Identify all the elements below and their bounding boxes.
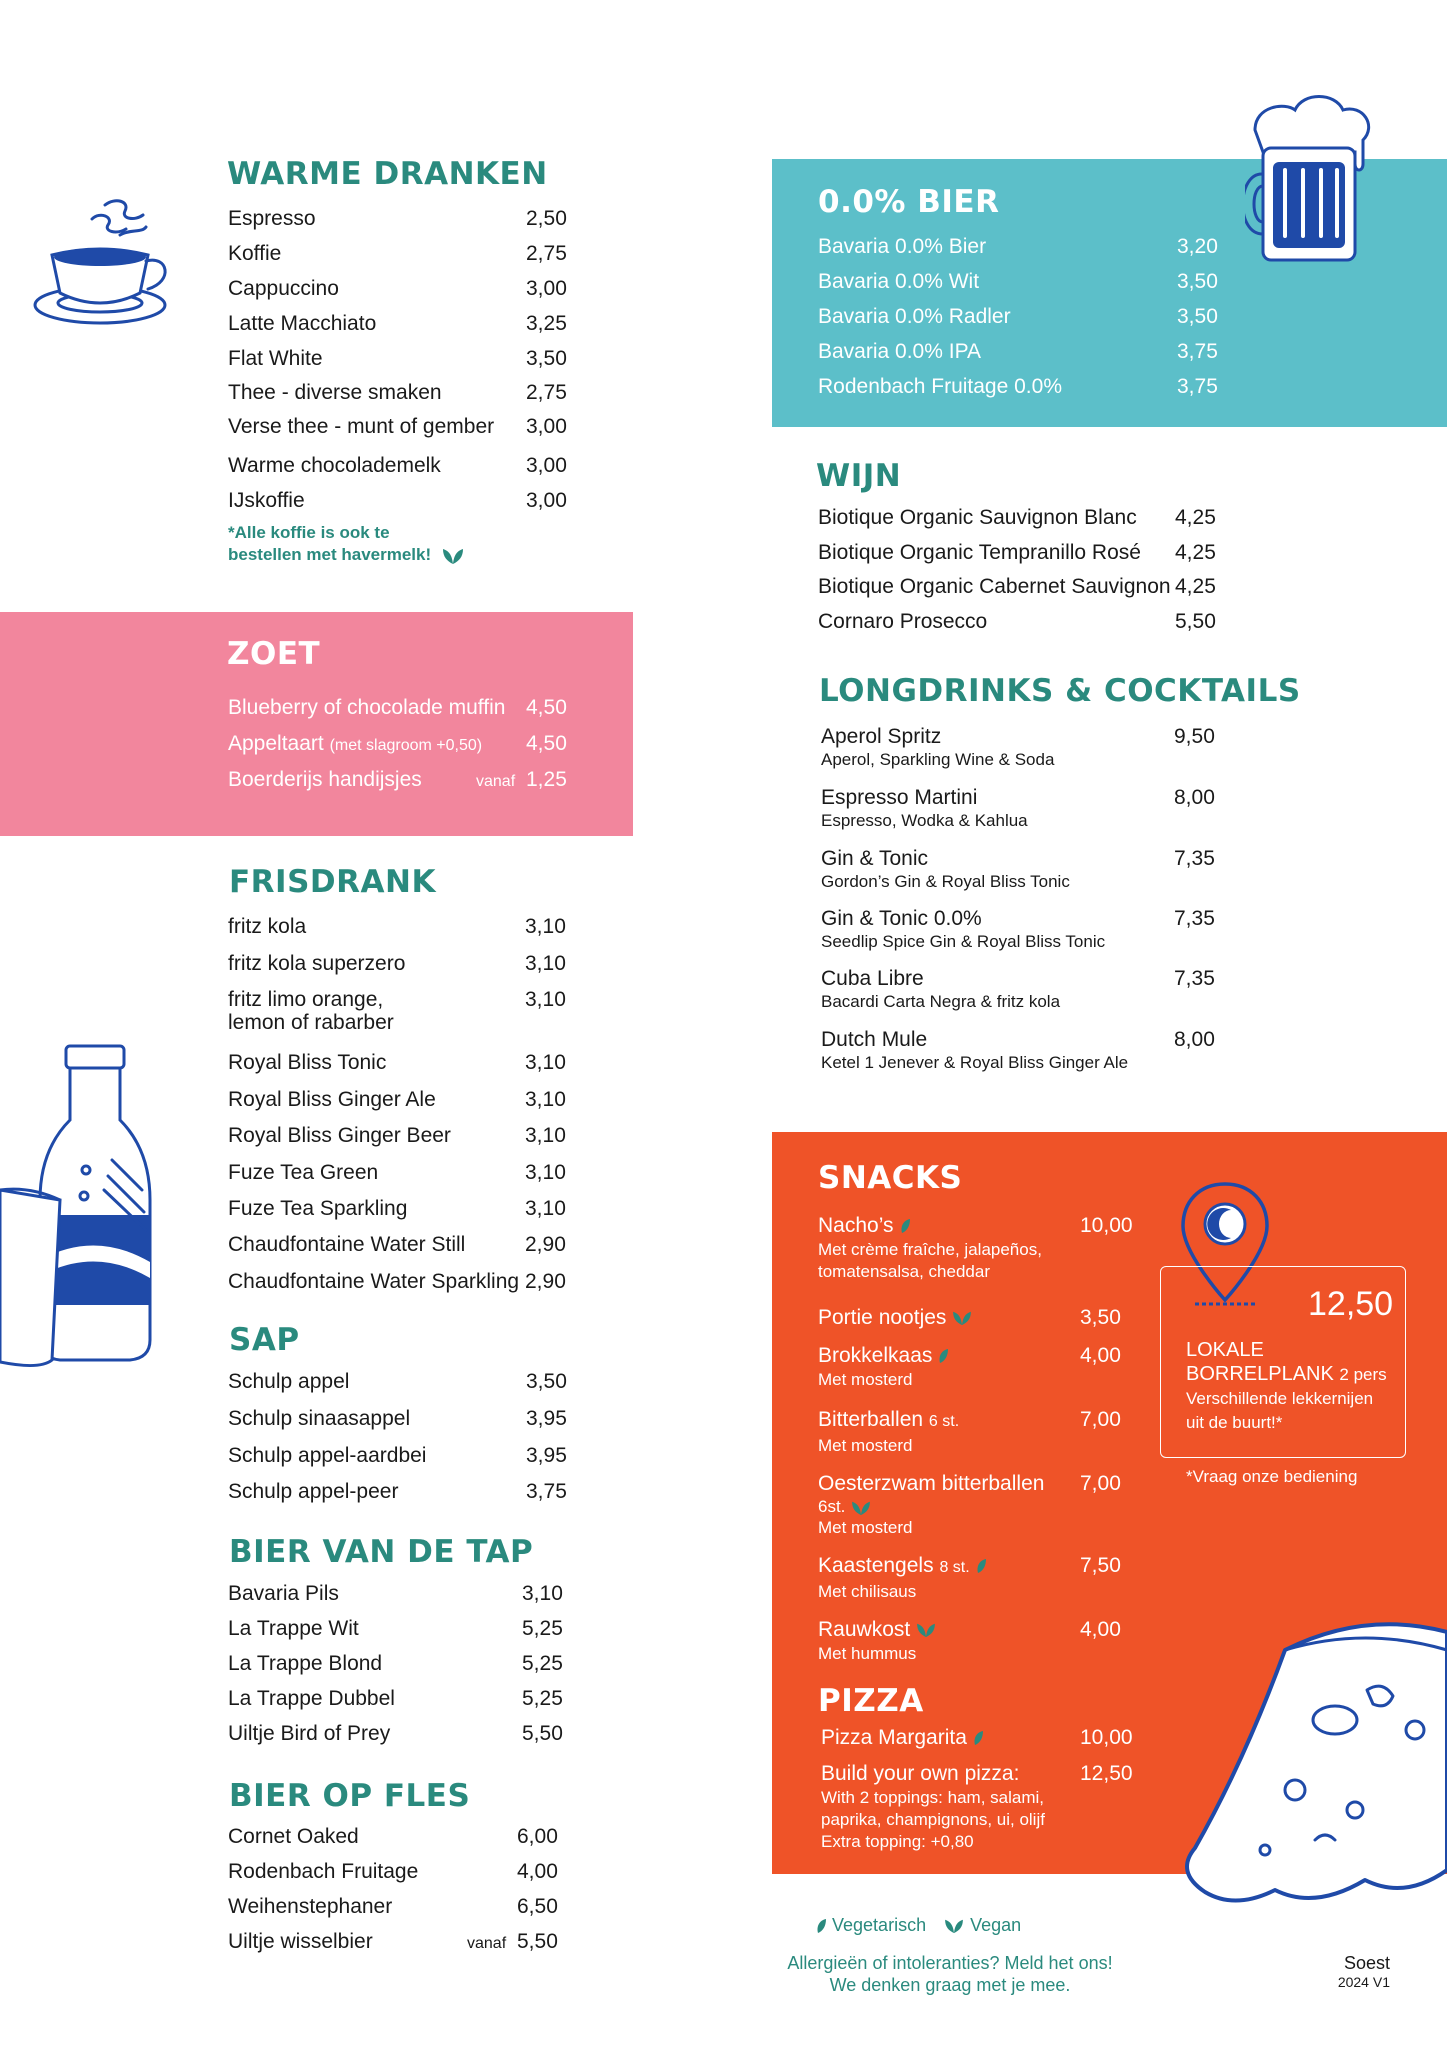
pizza-sub2: paprika, champignons, ui, olijf xyxy=(821,1810,1045,1829)
item-price: 2,75 xyxy=(526,242,567,265)
item-name xyxy=(228,1616,359,1642)
item-price: 3,10 xyxy=(525,1124,566,1147)
legend-vegan: Vegan xyxy=(970,1915,1022,1935)
item-price: 5,25 xyxy=(522,1687,563,1710)
item-name-text: Rodenbach Fruitage xyxy=(228,1860,419,1883)
item-price-prefix: vanaf xyxy=(467,1935,507,1952)
item-name-text: Espresso xyxy=(228,207,316,230)
item-description: Met mosterd xyxy=(818,1518,913,1537)
item-name-text: Gin & Tonic xyxy=(821,847,928,870)
item-name xyxy=(821,906,982,932)
item-price: 2,90 xyxy=(525,1233,566,1256)
item-price: 3,10 xyxy=(525,1161,566,1184)
tap-title: BIER VAN DE TAP xyxy=(229,1534,534,1570)
item-price: 1,25 xyxy=(526,768,567,791)
item-name xyxy=(228,1651,382,1677)
cocktails-title: LONGDRINKS & COCKTAILS xyxy=(819,673,1301,709)
item-price: 4,00 xyxy=(517,1860,558,1883)
item-price: 3,50 xyxy=(1177,305,1218,328)
item-name-text: Thee - diverse smaken xyxy=(228,381,442,404)
item-name-cont-text: 6st. xyxy=(818,1497,846,1516)
item-name xyxy=(228,1406,410,1432)
item-name-text: Rodenbach Fruitage 0.0% xyxy=(818,375,1062,398)
snacks-item xyxy=(818,1407,1121,1457)
item-description: Met mosterd xyxy=(818,1436,913,1455)
item-name xyxy=(228,914,306,940)
item-price: 10,00 xyxy=(1080,1726,1133,1749)
item-price: 4,25 xyxy=(1175,506,1216,529)
item-name-text: Fuze Tea Sparkling xyxy=(228,1197,408,1220)
item-name-text: Nacho’s xyxy=(818,1214,894,1237)
borrelplank-line4: uit de buurt!* xyxy=(1186,1413,1283,1432)
item-price: 3,00 xyxy=(526,415,567,438)
item-name xyxy=(228,951,405,977)
item-name-text: La Trappe Blond xyxy=(228,1652,383,1675)
item-name xyxy=(821,1725,984,1751)
item-name xyxy=(228,1232,465,1258)
snacks-item xyxy=(818,1343,1121,1391)
leaf-icon xyxy=(972,1730,984,1746)
item-name-text: Biotique Organic Sauvignon Blanc xyxy=(818,506,1137,529)
item-name xyxy=(228,1686,395,1712)
borrelplank-name: BORRELPLANK xyxy=(1186,1363,1334,1385)
item-name-text: Chaudfontaine Water Still xyxy=(228,1233,466,1256)
item-name xyxy=(228,1824,359,1850)
item-price: 3,25 xyxy=(526,312,567,335)
vegan-icon xyxy=(943,1918,965,1934)
vegan-icon xyxy=(850,1500,872,1516)
item-name xyxy=(228,767,422,793)
item-name xyxy=(228,1721,390,1747)
item-name xyxy=(228,695,505,721)
borrelplank-pers: 2 pers xyxy=(1339,1365,1387,1384)
item-name-text: fritz limo orange, xyxy=(228,988,384,1011)
item-price: 12,50 xyxy=(1080,1762,1133,1785)
item-price: 8,00 xyxy=(1174,1028,1215,1051)
item-price: 4,50 xyxy=(526,732,567,755)
item-price: 6,00 xyxy=(517,1825,558,1848)
item-name xyxy=(818,540,1141,566)
item-name-text: Boerderijs handijsjes xyxy=(228,768,422,791)
item-name-text: Aperol Spritz xyxy=(821,725,942,748)
item-description: Seedlip Spice Gin & Royal Bliss Tonic xyxy=(821,932,1106,951)
item-price: 4,00 xyxy=(1080,1344,1121,1367)
vegan-icon xyxy=(951,1310,973,1326)
item-name-text: Uiltje wisselbier xyxy=(228,1930,373,1953)
item-name xyxy=(228,987,383,1013)
item-name-text: Schulp sinaasappel xyxy=(228,1407,411,1430)
item-price: 4,00 xyxy=(1080,1618,1121,1641)
item-name-text: Bitterballen xyxy=(818,1408,924,1431)
item-name xyxy=(818,505,1137,531)
item-name-text: Bavaria Pils xyxy=(228,1582,339,1605)
borrelplank-note: *Vraag onze bediening xyxy=(1186,1467,1358,1486)
item-price: 3,75 xyxy=(526,1480,567,1503)
item-description: Espresso, Wodka & Kahlua xyxy=(821,811,1028,830)
item-name xyxy=(228,414,494,440)
item-extra: (met slagroom +0,50) xyxy=(329,737,483,754)
leaf-icon xyxy=(815,1918,827,1934)
item-price: 3,00 xyxy=(526,454,567,477)
item-name xyxy=(228,346,323,372)
item-price: 3,95 xyxy=(526,1407,567,1430)
item-name-text: fritz kola superzero xyxy=(228,952,406,975)
item-name-cont xyxy=(818,1497,1044,1517)
item-name xyxy=(818,1472,1044,1495)
snacks-item xyxy=(818,1553,1121,1603)
item-name xyxy=(818,1306,973,1329)
item-description: lemon of rabarber xyxy=(228,1011,394,1034)
item-price: 5,50 xyxy=(1175,610,1216,633)
allergy-line2: We denken graag met je mee. xyxy=(829,1975,1071,1995)
item-name xyxy=(818,609,987,635)
item-name-text: Bavaria 0.0% Radler xyxy=(818,305,1011,328)
item-name xyxy=(228,1050,386,1076)
havermelk-note-line1: *Alle koffie is ook te xyxy=(228,523,390,542)
vegan-icon xyxy=(441,547,465,565)
item-name-text: Weihenstephaner xyxy=(228,1895,393,1918)
item-description: Bacardi Carta Negra & fritz kola xyxy=(821,992,1061,1011)
item-name xyxy=(228,1087,436,1113)
item-name-text: La Trappe Dubbel xyxy=(228,1687,395,1710)
fles-title: BIER OP FLES xyxy=(229,1778,471,1814)
item-price: 7,35 xyxy=(1174,967,1215,990)
item-description: Aperol, Sparkling Wine & Soda xyxy=(821,750,1055,769)
item-price: 3,50 xyxy=(526,1370,567,1393)
zoet-title: ZOET xyxy=(227,636,321,672)
item-name xyxy=(228,1581,339,1607)
allergy-line1: Allergieën of intoleranties? Meld het ons! xyxy=(787,1953,1113,1973)
borrelplank-line2 xyxy=(1186,1362,1387,1387)
snacks-item xyxy=(818,1617,1121,1665)
item-name-text: IJskoffie xyxy=(228,489,305,512)
item-name-text: Latte Macchiato xyxy=(228,312,377,335)
item-name xyxy=(228,1123,451,1149)
leaf-icon xyxy=(899,1218,911,1234)
item-name-text: Oesterzwam bitterballen xyxy=(818,1472,1045,1495)
item-price: 3,10 xyxy=(525,988,566,1011)
item-extra: 8 st. xyxy=(939,1559,970,1576)
item-name-text: La Trappe Wit xyxy=(228,1617,359,1640)
vegan-icon xyxy=(915,1622,937,1638)
item-name xyxy=(228,206,316,232)
item-name xyxy=(821,846,928,872)
item-name xyxy=(228,380,442,406)
item-name xyxy=(818,1618,937,1641)
item-name-text: Chaudfontaine Water Sparkling xyxy=(228,1270,520,1293)
havermelk-note xyxy=(228,522,465,566)
item-price: 2,90 xyxy=(525,1270,566,1293)
item-name xyxy=(228,1859,418,1885)
item-name xyxy=(821,724,941,750)
item-name xyxy=(818,1554,987,1577)
leaf-icon xyxy=(937,1348,949,1364)
item-name-text: Bavaria 0.0% IPA xyxy=(818,340,982,363)
item-name xyxy=(228,241,281,267)
item-name-text: fritz kola xyxy=(228,915,307,938)
item-description: Met mosterd xyxy=(818,1370,913,1389)
item-name-text: Verse thee - munt of gember xyxy=(228,415,495,438)
item-price: 7,50 xyxy=(1080,1554,1121,1577)
snacks-item xyxy=(818,1213,1133,1283)
item-price: 2,75 xyxy=(526,381,567,404)
item-name-text: Koffie xyxy=(228,242,282,265)
item-name xyxy=(818,374,1062,400)
item-name xyxy=(228,1196,407,1222)
item-extra: 6 st. xyxy=(928,1413,960,1430)
item-price: 3,20 xyxy=(1177,235,1218,258)
warme-title: WARME DRANKEN xyxy=(227,156,548,192)
item-name-text: Cappuccino xyxy=(228,277,339,300)
item-name xyxy=(818,304,1011,330)
item-price: 3,75 xyxy=(1177,375,1218,398)
item-name-text: Cornaro Prosecco xyxy=(818,610,988,633)
item-description: Met crème fraîche, jalapeños, xyxy=(818,1240,1042,1259)
legend xyxy=(810,1915,1021,1936)
item-name: Build your own pizza: xyxy=(821,1762,1020,1785)
item-price: 3,10 xyxy=(522,1582,563,1605)
item-name-text: Schulp appel-peer xyxy=(228,1480,399,1503)
item-name xyxy=(821,966,924,992)
item-description: Met hummus xyxy=(818,1644,917,1663)
borrelplank-line3: Verschillende lekkernijen xyxy=(1186,1389,1374,1408)
item-price: 3,10 xyxy=(525,1197,566,1220)
item-price: 3,00 xyxy=(526,489,567,512)
item-name xyxy=(228,1269,519,1295)
item-price: 5,25 xyxy=(522,1617,563,1640)
item-name xyxy=(821,785,977,811)
item-price: 4,50 xyxy=(526,696,567,719)
footer-version: 2024 V1 xyxy=(1337,1974,1390,1990)
havermelk-note-text: bestellen met havermelk! xyxy=(228,545,432,564)
item-name xyxy=(818,234,986,260)
item-name-text: Rauwkost xyxy=(818,1618,911,1641)
wijn-title: WIJN xyxy=(816,458,902,494)
item-name xyxy=(228,1479,398,1505)
item-name-text: Fuze Tea Green xyxy=(228,1161,379,1184)
item-name xyxy=(228,453,441,479)
soda-bottle-icon xyxy=(0,1040,160,1380)
item-name-text: Biotique Organic Cabernet Sauvignon xyxy=(818,575,1171,598)
item-name xyxy=(818,269,979,295)
item-price: 3,50 xyxy=(1080,1306,1121,1329)
havermelk-note-line2 xyxy=(228,544,465,566)
item-price: 7,35 xyxy=(1174,907,1215,930)
snacks-item xyxy=(818,1471,1121,1539)
item-name-text: Portie nootjes xyxy=(818,1306,947,1329)
item-name xyxy=(228,311,376,337)
item-name xyxy=(818,1214,911,1237)
borrelplank-line1: LOKALE xyxy=(1186,1339,1264,1361)
item-name-text: Brokkelkaas xyxy=(818,1344,933,1367)
item-name-text: Dutch Mule xyxy=(821,1028,928,1051)
item-name-text: Schulp appel-aardbei xyxy=(228,1444,427,1467)
item-price: 3,10 xyxy=(525,952,566,975)
borrelplank-price: 12,50 xyxy=(1308,1285,1394,1323)
footer-city: Soest xyxy=(1343,1953,1390,1973)
item-description: tomatensalsa, cheddar xyxy=(818,1262,990,1281)
item-description: Gordon’s Gin & Royal Bliss Tonic xyxy=(821,872,1070,891)
snacks-title: SNACKS xyxy=(818,1160,963,1196)
coffee-cup-icon xyxy=(30,195,180,335)
item-name-text: Bavaria 0.0% Bier xyxy=(818,235,987,258)
item-name xyxy=(228,276,339,302)
leaf-icon xyxy=(975,1558,987,1574)
item-price: 3,75 xyxy=(1177,340,1218,363)
item-price: 5,50 xyxy=(522,1722,563,1745)
item-name-text: Schulp appel xyxy=(228,1370,350,1393)
allergy-note xyxy=(760,1952,1140,1996)
item-name xyxy=(818,1408,959,1431)
item-price: 6,50 xyxy=(517,1895,558,1918)
item-price: 5,50 xyxy=(517,1930,558,1953)
item-name-text: Biotique Organic Tempranillo Rosé xyxy=(818,541,1141,564)
item-price: 3,95 xyxy=(526,1444,567,1467)
item-name xyxy=(821,1027,927,1053)
item-description: Met chilisaus xyxy=(818,1582,917,1601)
item-price: 7,35 xyxy=(1174,847,1215,870)
item-name-text: Uiltje Bird of Prey xyxy=(228,1722,391,1745)
sap-title: SAP xyxy=(229,1322,300,1358)
item-price: 3,50 xyxy=(1177,270,1218,293)
item-price: 5,25 xyxy=(522,1652,563,1675)
item-name-text: Appeltaart xyxy=(228,732,324,755)
item-name-text: Cuba Libre xyxy=(821,967,924,990)
item-name xyxy=(228,1894,392,1920)
item-price: 7,00 xyxy=(1080,1408,1121,1431)
pizza-sub1: With 2 toppings: ham, salami, xyxy=(821,1788,1044,1807)
snacks-item xyxy=(818,1305,1121,1331)
beer-mug-icon xyxy=(1245,90,1395,270)
item-name xyxy=(228,1443,426,1469)
item-price-prefix: vanaf xyxy=(476,773,516,790)
item-name-text: Bavaria 0.0% Wit xyxy=(818,270,980,293)
footer-location xyxy=(1300,1953,1390,1991)
frisdrank-title: FRISDRANK xyxy=(229,864,436,900)
pizza-title: PIZZA xyxy=(818,1683,924,1719)
item-price: 4,25 xyxy=(1175,541,1216,564)
item-price: 3,10 xyxy=(525,915,566,938)
item-price: 7,00 xyxy=(1080,1472,1121,1495)
item-price: 3,50 xyxy=(526,347,567,370)
item-price: 2,50 xyxy=(526,207,567,230)
item-price: 10,00 xyxy=(1080,1214,1133,1237)
item-price: 4,25 xyxy=(1175,575,1216,598)
item-name-text: Espresso Martini xyxy=(821,786,978,809)
item-name-text: Warme chocolademelk xyxy=(228,454,441,477)
item-name xyxy=(818,339,981,365)
item-name-text: Blueberry of chocolade muffin xyxy=(228,696,506,719)
item-name-text: Royal Bliss Ginger Ale xyxy=(228,1088,436,1111)
item-price: 3,10 xyxy=(525,1088,566,1111)
item-price: 3,10 xyxy=(525,1051,566,1074)
item-name-text: Royal Bliss Tonic xyxy=(228,1051,387,1074)
item-name xyxy=(228,731,482,759)
item-name-text: Gin & Tonic 0.0% xyxy=(821,907,982,930)
item-name-text: Cornet Oaked xyxy=(228,1825,359,1848)
item-name xyxy=(228,1929,373,1955)
item-name xyxy=(228,1160,378,1186)
nulbier-title: 0.0% BIER xyxy=(818,184,1000,220)
item-name-text: Flat White xyxy=(228,347,323,370)
legend-vegetarisch: Vegetarisch xyxy=(832,1915,927,1935)
item-name xyxy=(228,1369,349,1395)
item-price: 9,50 xyxy=(1174,725,1215,748)
pizza-sub3: Extra topping: +0,80 xyxy=(821,1832,974,1851)
item-name xyxy=(818,574,1171,600)
item-name-text: Kaastengels xyxy=(818,1554,934,1577)
pizza-build-your-own xyxy=(821,1761,1221,1853)
item-name xyxy=(818,1344,949,1367)
pizza-margarita-name: Pizza Margarita xyxy=(821,1726,967,1749)
item-name xyxy=(228,488,305,514)
item-price: 3,00 xyxy=(526,277,567,300)
item-price: 8,00 xyxy=(1174,786,1215,809)
item-description: Ketel 1 Jenever & Royal Bliss Ginger Ale xyxy=(821,1053,1129,1072)
item-name-text: Royal Bliss Ginger Beer xyxy=(228,1124,451,1147)
borrelplank-text xyxy=(1186,1338,1387,1435)
